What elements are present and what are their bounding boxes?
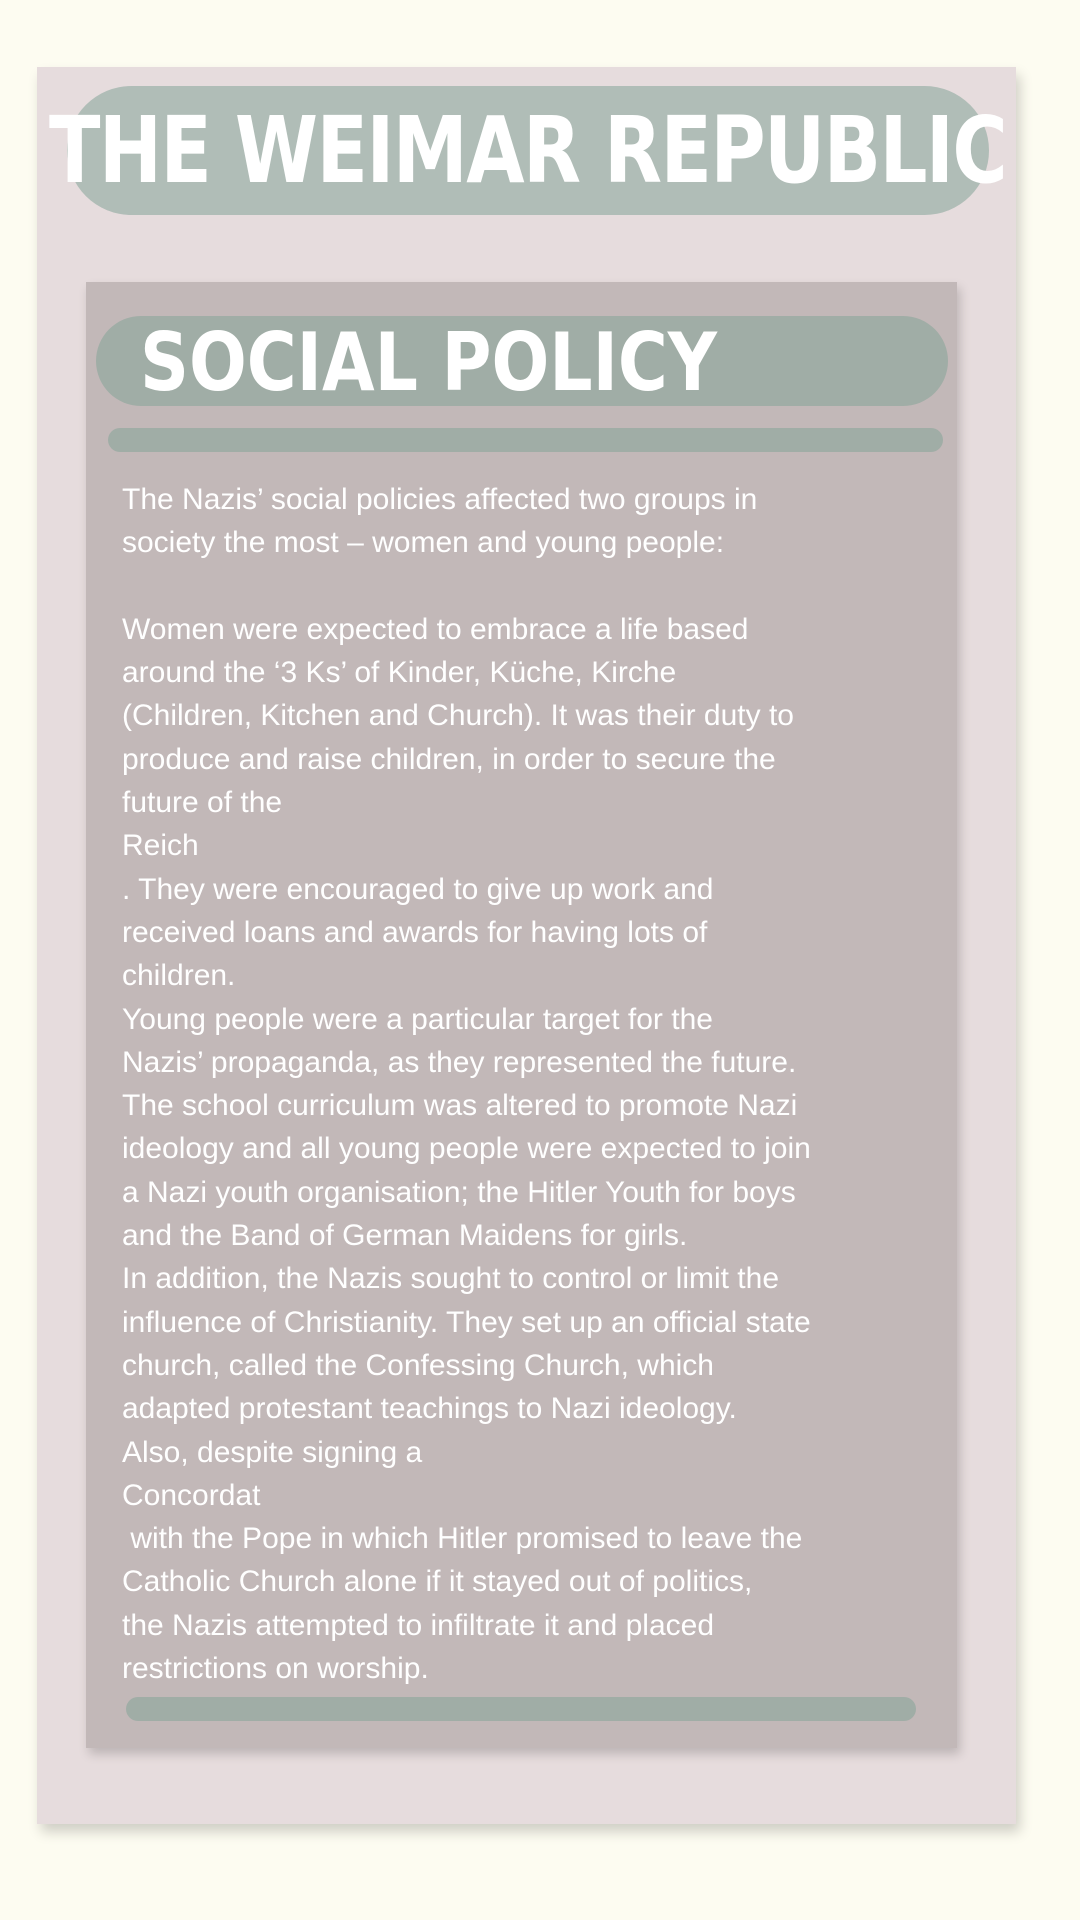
body-line: received loans and awards for having lots of [122, 915, 708, 949]
divider-bottom [126, 1697, 916, 1721]
body-line [122, 565, 952, 608]
body-line: ideology and all young people were expected to join [122, 1132, 811, 1166]
body-line: children. [122, 959, 236, 993]
body-line: with the Pope in which Hitler promised to leave the [122, 1522, 803, 1556]
body-line: Young people were a particular target for the [122, 1002, 713, 1036]
body-line: adapted protestant teachings to Nazi ideology. [122, 1392, 737, 1426]
body-line: Catholic Church alone if it stayed out of politics, [122, 1565, 753, 1599]
body-line: produce and raise children, in order to secure the [122, 742, 776, 776]
body-line: Nazis’ propaganda, as they represented the future. [122, 1045, 797, 1079]
title-banner [49, 86, 1007, 215]
body-line: a Nazi youth organisation; the Hitler Youth for boys [122, 1175, 796, 1209]
body-line: (Children, Kitchen and Church). It was their duty to [122, 699, 794, 733]
body-line: In addition, the Nazis sought to control or limit the [122, 1262, 780, 1296]
body-line: and the Band of German Maidens for girls. [122, 1219, 688, 1253]
page-title: THE WEIMAR REPUBLIC [49, 97, 1007, 204]
body-line: the Nazis attempted to infiltrate it and placed [122, 1608, 715, 1642]
body-line: church, called the Confessing Church, which [122, 1348, 714, 1382]
divider-top [108, 428, 943, 452]
body-line: The Nazis’ social policies affected two groups in [122, 483, 758, 516]
section-body [122, 478, 952, 1690]
section-title: SOCIAL POLICY [140, 316, 718, 409]
body-line: influence of Christianity. They set up an official state [122, 1305, 811, 1339]
body-line: . They were encouraged to give up work and [122, 872, 714, 906]
body-line: Reich [122, 829, 199, 863]
body-line: Women were expected to embrace a life based [122, 612, 749, 646]
body-line: Concordat [122, 1478, 261, 1512]
body-line: society the most – women and young people: [122, 526, 725, 560]
body-line: restrictions on worship. [122, 1652, 429, 1686]
body-line: around the ‘3 Ks’ of Kinder, Küche, Kirche [122, 656, 677, 690]
body-line: The school curriculum was altered to promote Nazi [122, 1089, 798, 1123]
body-line: Also, despite signing a [122, 1435, 423, 1469]
body-line: future of the [122, 786, 283, 820]
